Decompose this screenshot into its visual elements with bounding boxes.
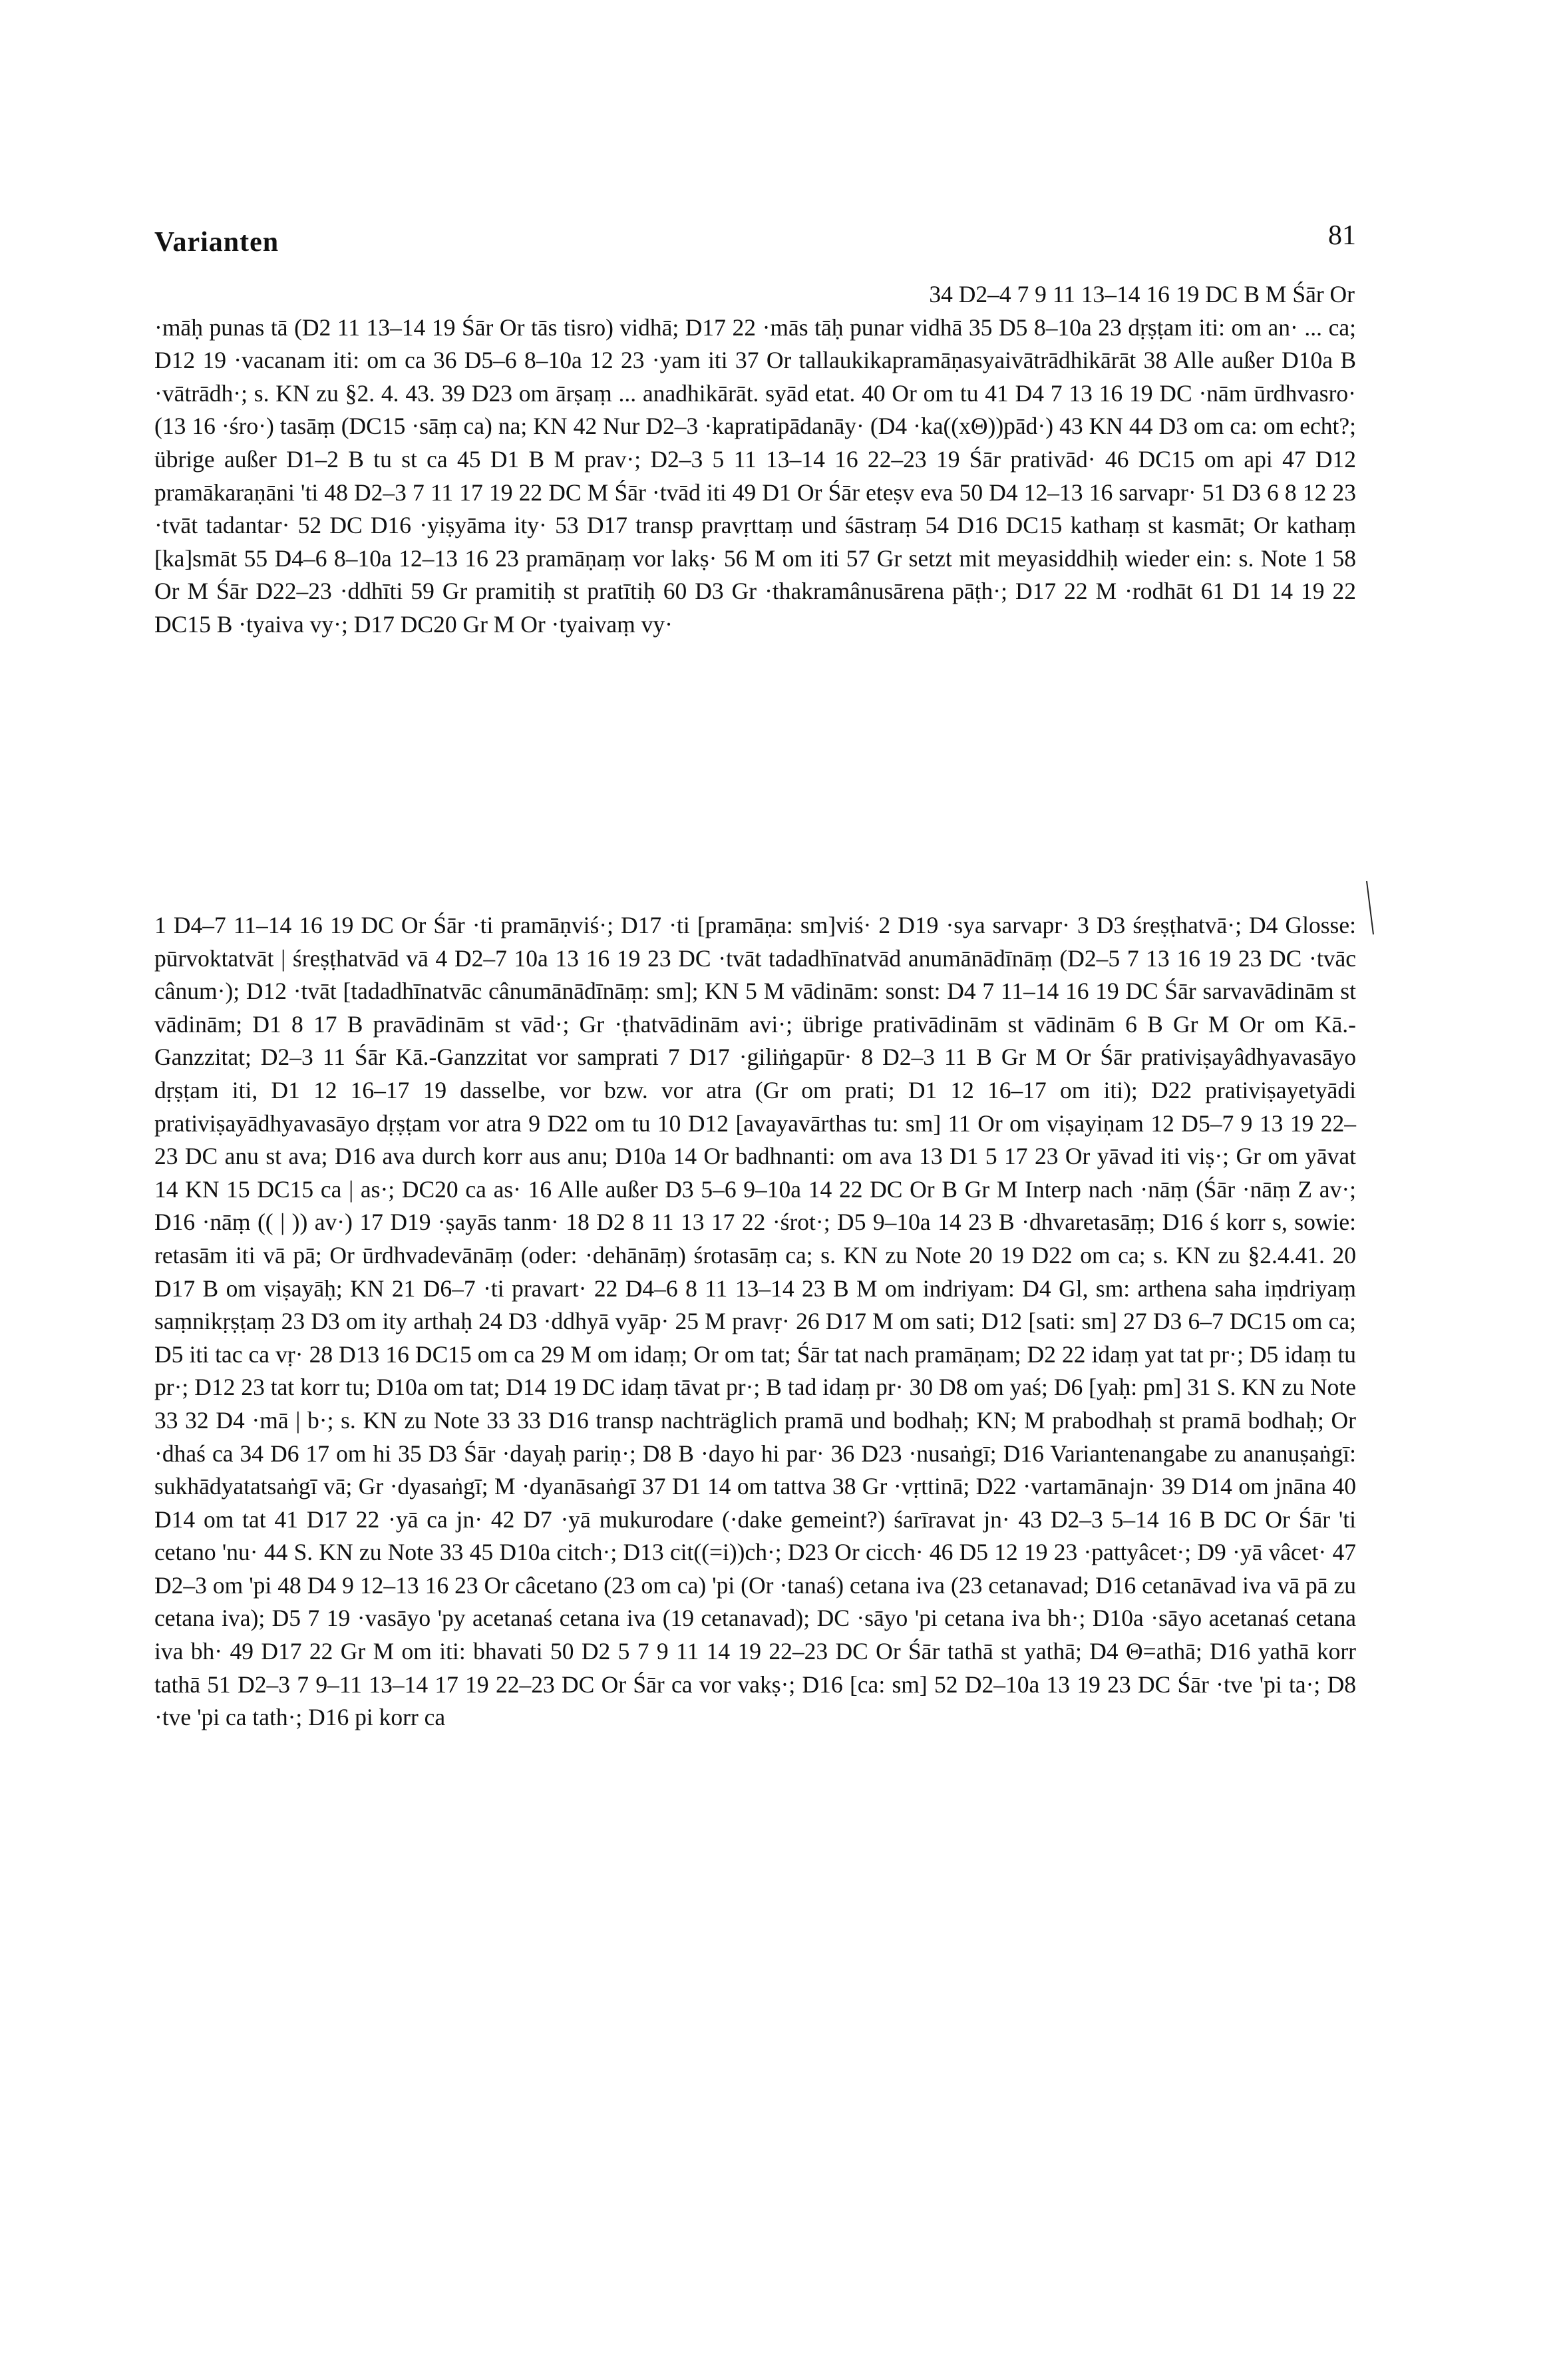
variant-apparatus-continuation: [154, 278, 1356, 642]
margin-stroke-mark: [1365, 880, 1375, 936]
page-number: 81: [1328, 220, 1356, 251]
running-head: [154, 220, 1356, 266]
variant-apparatus-main: [154, 909, 1356, 1734]
running-title: Varianten: [154, 227, 279, 258]
apparatus-first-line: 34 D2–4 7 9 11 13–14 16 19 DC B M Śār Or: [929, 281, 1355, 307]
apparatus-notes-block: 1 D4–7 11–14 16 19 DC Or Śār ·ti pramāṇviś·; D17 ·ti [pramāṇa: sm]viś· 2 D19 ·sya sarvapr· 3 D3 śreṣṭhatvā·; D4 Glosse: pūrvoktatvāt | śreṣṭhatvād vā 4 D2–7 10a 13 16 19 23 DC ·tvāt tadadhīnatvād anumānādīnāṃ (D2–5 7 13 16 19 23 DC ·tvāc cânum·); D12 ·tvāt [tadadhīnatvāc cânumānādīnāṃ: sm]; KN 5 M vādinām: sonst: D4 7 11–14 16 19 DC Śār sarvavādinām st vādinām; D1 8 17 B pravādinām st vād·; Gr ·ṭhatvādinām avi·; übrige prativādinām st vādinām 6 B Gr M Or om Kā.-Ganzzitat; D2–3 11 Śār Kā.-Ganzzitat vor samprati 7 D17 ·giliṅgapūr· 8 D2–3 11 B Gr M Or Śār prativiṣayâdhyavasāyo dṛṣṭam iti, D1 12 16–17 19 dasselbe, vor bzw. vor atra (Gr om prati; D1 12 16–17 om iti); D22 prativiṣayetyādi prativiṣayādhyavasāyo dṛṣṭam vor atra 9 D22 om tu 10 D12 [avayavārthas tu: sm] 11 Or om viṣayiṇam 12 D5–7 9 13 19 22–23 DC anu st ava; D16 ava durch korr aus anu; D10a 14 Or badhnanti: om ava 13 D1 5 17 23 Or yāvad iti viṣ·; Gr om yāvat 14 KN 15 DC15 ca | as·; DC20 ca as· 16 Alle außer D3 5–6 9–10a 14 22 DC Or B Gr M Interp nach ·nāṃ (Śār ·nāṃ Z av·; D16 ·nāṃ (( | )) av·) 17 D19 ·ṣayās tanm· 18 D2 8 11 13 17 22 ·śrot·; D5 9–10a 14 23 B ·dhvaretasāṃ; D16 ś korr s, sowie: retasām iti vā pā; Or ūrdhvadevānāṃ (oder: ·dehānāṃ) śrotasāṃ ca; s. KN zu Note 20 19 D22 om ca; s. KN zu §2.4.41. 20 D17 B om viṣayāḥ; KN 21 D6–7 ·ti pravart· 22 D4–6 8 11 13–14 23 B M om indriyam: D4 Gl, sm: arthena saha iṃdriyaṃ saṃnikṛṣṭaṃ 23 D3 om ity arthaḥ 24 D3 ·ddhyā vyāp· 25 M pravṛ· 26 D17 M om sati; D12 [sati: sm] 27 D3 6–7 DC15 om ca; D5 iti tac ca vṛ· 28 D13 16 DC15 om ca 29 M om idaṃ; Or om tat; Śār tat nach pramāṇam; D2 22 idaṃ yat tat pr·; D5 idaṃ tu pr·; D12 23 tat korr tu; D10a om tat; D14 19 DC idaṃ tāvat pr·; B tad idaṃ pr· 30 D8 om yaś; D6 [yaḥ: pm] 31 S. KN zu Note 33 32 D4 ·mā | b·; s. KN zu Note 33 33 D16 transp nachträglich pramā und bodhaḥ; KN; M prabodhaḥ st pramā bodhaḥ; Or ·dhaś ca 34 D6 17 om hi 35 D3 Śār ·dayaḥ pariṇ·; D8 B ·dayo hi par· 36 D23 ·nusaṅgī; D16 Variantenangabe zu ananuṣaṅgī: sukhādyatatsaṅgī vā; Gr ·dyasaṅgī; M ·dyanāsaṅgī 37 D1 14 om tattva 38 Gr ·vṛttinā; D22 ·vartamānajn· 39 D14 om jnāna 40 D14 om tat 41 D17 22 ·yā ca jn· 42 D7 ·yā mukurodare (·dake gemeint?) śarīravat jn· 43 D2–3 5–14 16 B DC Or Śār 'ti cetano 'nu· 44 S. KN zu Note 33 45 D10a citch·; D13 cit((=i))ch·; D23 Or cicch· 46 D5 12 19 23 ·pattyâcet·; D9 ·yā vâcet· 47 D2–3 om 'pi 48 D4 9 12–13 16 23 Or câcetano (23 om ca) 'pi (Or ·tanaś) cetana iva (23 cetanavad; D16 cetanāvad iva vā pā zu cetana iva); D5 7 19 ·vasāyo 'py acetanaś cetana iva (19 cetanavad); DC ·sāyo 'pi cetana iva bh·; D10a ·sāyo acetanaś cetana iva bh· 49 D17 22 Gr M om iti: bhavati 50 D2 5 7 9 11 14 19 22–23 DC Or Śār tathā st yathā; D4 Θ=athā; D16 yathā korr tathā 51 D2–3 7 9–11 13–14 17 19 22–23 DC Or Śār ca vor vakṣ·; D16 [ca: sm] 52 D2–10a 13 19 23 DC Śār ·tve 'pi ta·; D8 ·tve 'pi ca tath·; D16 pi korr ca: [154, 912, 1356, 1731]
apparatus-text-block: ·māḥ punas tā (D2 11 13–14 19 Śār Or tās tisro) vidhā; D17 22 ·mās tāḥ punar vidhā 35 D5 8–10a 23 dṛṣṭam iti: om an· ... ca; D12 19 ·vacanam iti: om ca 36 D5–6 8–10a 12 23 ·yam iti 37 Or tallaukikapramāṇasyaivātrādhikārāt 38 Alle außer D10a B ·vātrādh·; s. KN zu §2. 4. 43. 39 D23 om ārṣaṃ ... anadhikārāt. syād etat. 40 Or om tu 41 D4 7 13 16 19 DC ·nām ūrdhvasro· (13 16 ·śro·) tasāṃ (DC15 ·sāṃ ca) na; KN 42 Nur D2–3 ·kapratipādanāy· (D4 ·ka((xΘ))pād·) 43 KN 44 D3 om ca: om echt?; übrige außer D1–2 B tu st ca 45 D1 B M prav·; D2–3 5 11 13–14 16 22–23 19 Śār prativād· 46 DC15 om api 47 D12 pramākaraṇāni 'ti 48 D2–3 7 11 17 19 22 DC M Śār ·tvād iti 49 D1 Or Śār eteṣv eva 50 D4 12–13 16 sarvapr· 51 D3 6 8 12 23 ·tvāt tadantar· 52 DC D16 ·yiṣyāma ity· 53 D17 transp pravṛttaṃ und śāstraṃ 54 D16 DC15 kathaṃ st kasmāt; Or kathaṃ [ka]smāt 55 D4–6 8–10a 12–13 16 23 pramāṇaṃ vor lakṣ· 56 M om iti 57 Gr setzt mit meyasiddhiḥ wieder ein: s. Note 1 58 Or M Śār D22–23 ·ddhīti 59 Gr pramitiḥ st pratītiḥ 60 D3 Gr ·thakramânusārena pāṭh·; D17 22 M ·rodhāt 61 D1 14 19 22 DC15 B ·tyaiva vy·; D17 DC20 Gr M Or ·tyaivaṃ vy·: [154, 313, 1356, 638]
